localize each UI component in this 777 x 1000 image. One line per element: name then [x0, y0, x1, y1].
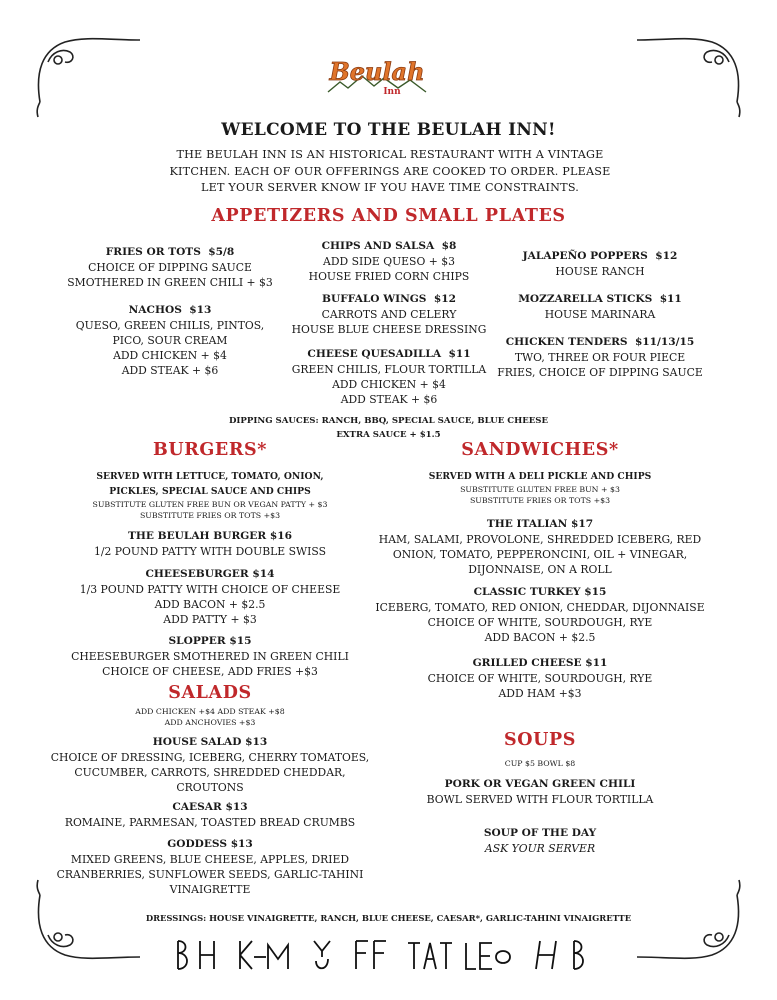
- item-slopper: SLOPPER $15 CHEESEBURGER SMOTHERED IN GREEN CHILI CHOICE OF CHEESE, ADD FRIES +$3: [71, 635, 349, 678]
- item-cheeseburger: CHEESEBURGER $14 1/3 POUND PATTY WITH CHOICE OF CHEESE ADD BACON + $2.5 ADD PATTY + $3: [79, 568, 341, 626]
- salads-heading: SALADS: [168, 683, 252, 703]
- brand-l-e-icon: [466, 943, 510, 969]
- item-mozzarella-sticks: MOZZARELLA STICKS $11 HOUSE MARINARA: [518, 293, 682, 321]
- appetizers-heading: APPETIZERS AND SMALL PLATES: [211, 206, 566, 226]
- brand-k-bar-m-icon: [240, 941, 288, 969]
- item-cheese-quesadilla: CHEESE QUESADILLA $11 GREEN CHILIS, FLOUR TORTILLA ADD CHICKEN + $4 ADD STEAK + $6: [291, 348, 487, 406]
- soups-heading: SOUPS: [504, 730, 576, 750]
- page-title: WELCOME TO THE BEULAH INN!: [221, 120, 556, 140]
- corner-flourish-top-left: [30, 32, 150, 122]
- brand-tat-icon: [408, 943, 452, 969]
- logo-text: Beulah: [329, 57, 425, 86]
- item-jalapeno-poppers: JALAPEÑO POPPERS $12 HOUSE RANCH: [522, 250, 678, 278]
- brand-ff-icon: [356, 941, 386, 969]
- item-green-chili: PORK OR VEGAN GREEN CHILI BOWL SERVED WITH FLOUR TORTILLA: [426, 778, 654, 806]
- burgers-heading: BURGERS*: [152, 440, 267, 460]
- beulah-inn-logo: [318, 56, 436, 106]
- dipping-sauces: DIPPING SAUCES: RANCH, BBQ, SPECIAL SAUCE, BLUE CHEESE EXTRA SAUCE + $1.5: [228, 416, 549, 440]
- burgers-intro: SERVED WITH LETTUCE, TOMATO, ONION, PICKLES, SPECIAL SAUCE AND CHIPS SUBSTITUTE GLUTEN FREE BUN OR VEGAN PATTY + $3 SUBSTITUTE FRIES OR TOTS +$3: [92, 471, 328, 520]
- item-grilled-cheese: GRILLED CHEESE $11 CHOICE OF WHITE, SOURDOUGH, RYE ADD HAM +$3: [427, 657, 653, 700]
- item-house-salad: HOUSE SALAD $13 CHOICE OF DRESSING, ICEBERG, CHERRY TOMATOES, CUCUMBER, CARROTS, SHREDDED CHEDDAR, CROUTONS: [50, 736, 370, 794]
- item-classic-turkey: CLASSIC TURKEY $15 ICEBERG, TOMATO, RED ONION, CHEDDAR, DIJONNAISE CHOICE OF WHITE, SOURDOUGH, RYE ADD BACON + $2.5: [375, 586, 705, 644]
- sandwiches-heading: SANDWICHES*: [461, 440, 619, 460]
- item-soup-of-the-day: SOUP OF THE DAY ASK YOUR SERVER: [483, 827, 597, 855]
- item-fries: FRIES OR TOTS $5/8 CHOICE OF DIPPING SAUCE SMOTHERED IN GREEN CHILI + $3: [67, 246, 273, 289]
- item-buffalo-wings: BUFFALO WINGS $12 CARROTS AND CELERY HOUSE BLUE CHEESE DRESSING: [291, 293, 487, 336]
- item-caesar: CAESAR $13 ROMAINE, PARMESAN, TOASTED BREAD CRUMBS: [64, 801, 356, 829]
- item-nachos: NACHOS $13 QUESO, GREEN CHILIS, PINTOS, PICO, SOUR CREAM ADD CHICKEN + $4 ADD STEAK + $6: [75, 304, 265, 377]
- item-italian: THE ITALIAN $17 HAM, SALAMI, PROVOLONE, SHREDDED ICEBERG, RED ONION, TOMATO, PEPPERONCINI, OIL + VINEGAR, DIJONNAISE, ON A ROLL: [378, 518, 702, 576]
- intro-paragraph: THE BEULAH INN IS AN HISTORICAL RESTAURANT WITH A VINTAGE KITCHEN. EACH OF OUR OFFERINGS ARE COOKED TO ORDER. PLEASE LET YOUR SERVER KNOW IF YOU HAVE TIME CONSTRAINTS.: [169, 148, 611, 194]
- dressings-list: DRESSINGS: HOUSE VINAIGRETTE, RANCH, BLUE CHEESE, CAESAR*, GARLIC-TAHINI VINAIGRETTE: [145, 913, 632, 923]
- brand-bh-icon: [178, 941, 214, 969]
- corner-flourish-top-right: [627, 32, 747, 122]
- salad-addons: ADD CHICKEN +$4 ADD STEAK +$8 ADD ANCHOVIES +$3: [135, 707, 285, 727]
- item-chips-salsa: CHIPS AND SALSA $8 ADD SIDE QUESO + $3 HOUSE FRIED CORN CHIPS: [308, 240, 470, 283]
- item-chicken-tenders: CHICKEN TENDERS $11/13/15 TWO, THREE OR FOUR PIECE FRIES, CHOICE OF DIPPING SAUCE: [497, 336, 703, 379]
- brand-hb-icon: [536, 941, 583, 969]
- sandwiches-intro: SERVED WITH A DELI PICKLE AND CHIPS SUBSTITUTE GLUTEN FREE BUN + $3 SUBSTITUTE FRIES OR TOTS +$3: [428, 471, 652, 505]
- soup-sizes: CUP $5 BOWL $8: [504, 759, 576, 768]
- logo-subtext: Inn: [383, 87, 401, 97]
- item-beulah-burger: THE BEULAH BURGER $16 1/2 POUND PATTY WITH DOUBLE SWISS: [93, 530, 326, 558]
- cattle-brands-row: [170, 935, 610, 975]
- brand-y-j-icon: [314, 941, 330, 968]
- item-goddess: GODDESS $13 MIXED GREENS, BLUE CHEESE, APPLES, DRIED CRANBERRIES, SUNFLOWER SEEDS, GARLIC-TAHINI VINAIGRETTE: [56, 838, 364, 896]
